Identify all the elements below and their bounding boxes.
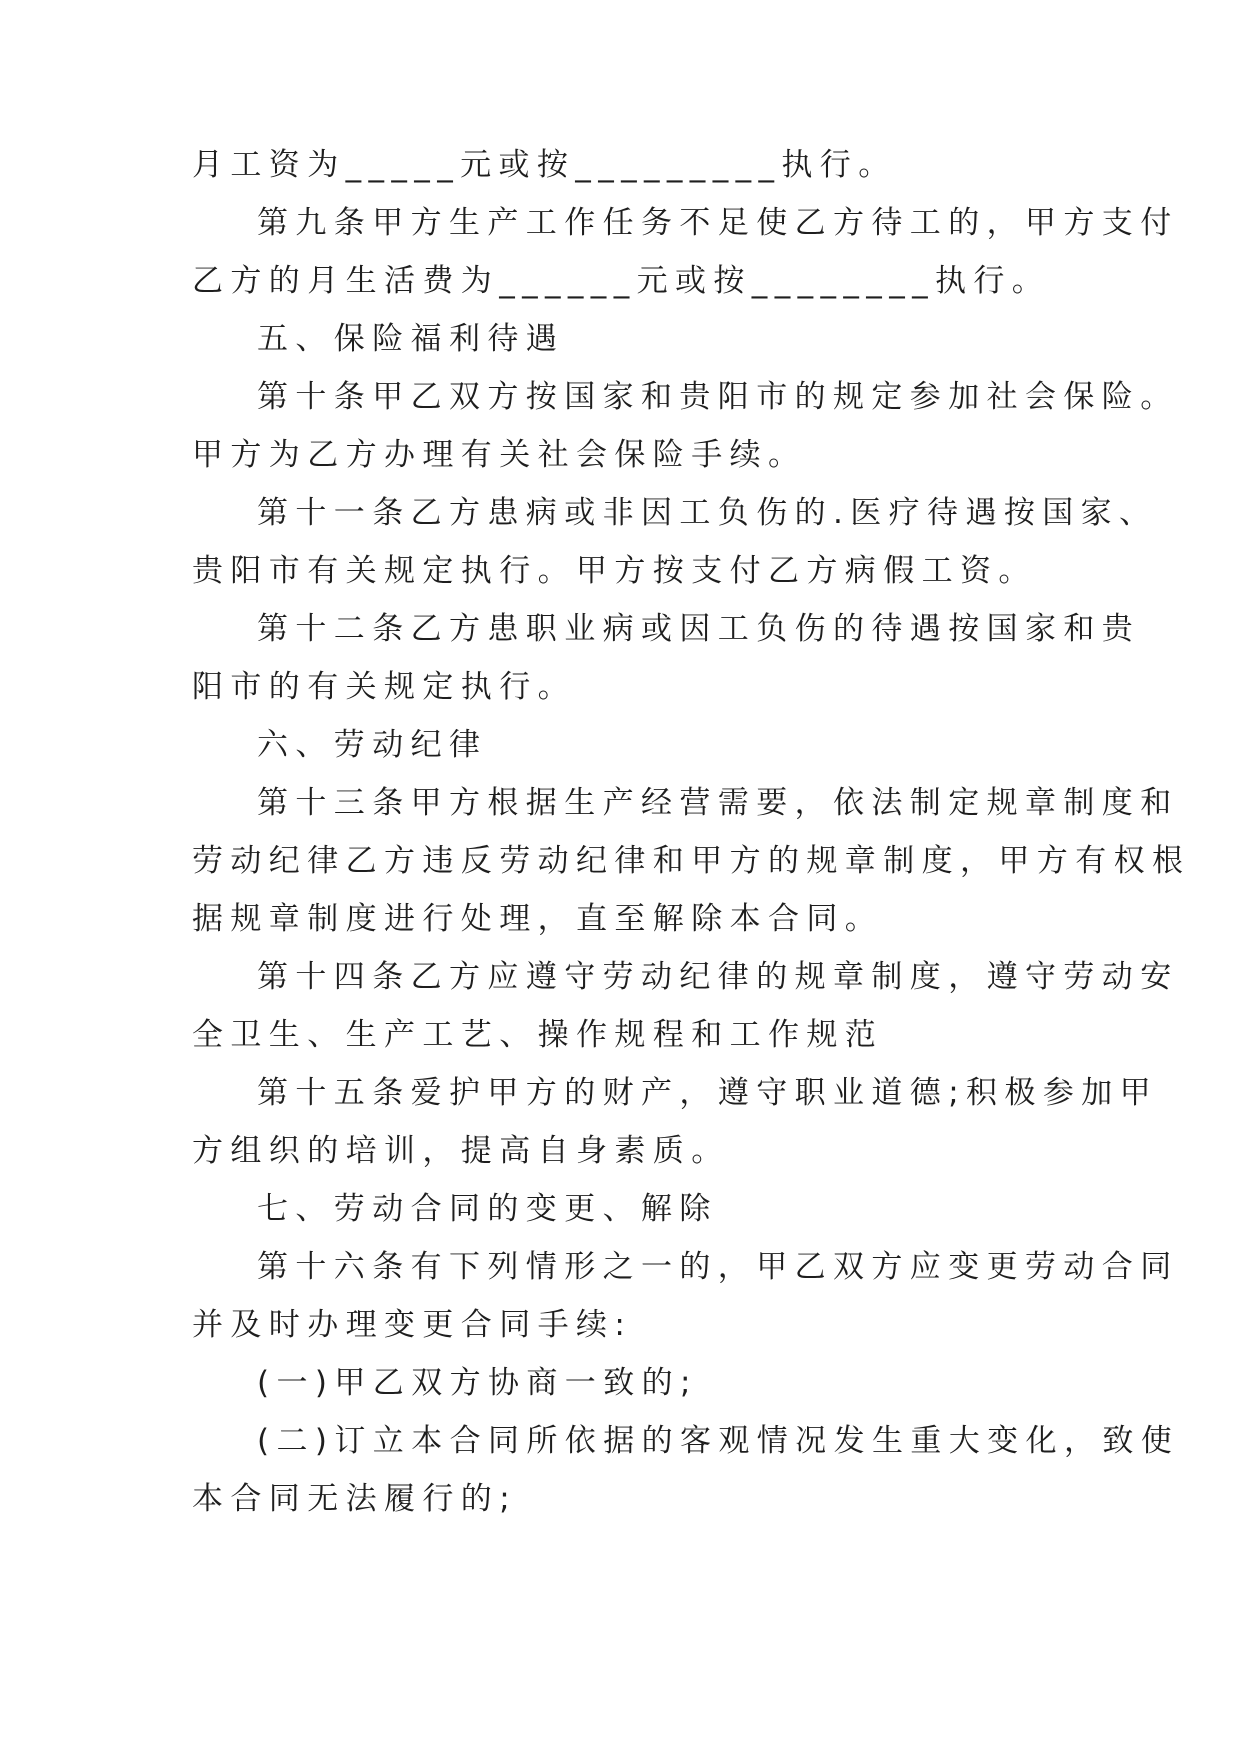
- text-line: 第十条甲乙双方按国家和贵阳市的规定参加社会保险。: [257, 379, 1179, 415]
- text-line: 第十三条甲方根据生产经营需要，依法制定规章制度和: [257, 785, 1179, 821]
- section-heading: 五、保险福利待遇: [257, 321, 565, 357]
- text-line: 第十二条乙方患职业病或因工负伤的待遇按国家和贵: [257, 611, 1141, 647]
- text-line: 第十一条乙方患病或非因工负伤的.医疗待遇按国家、: [257, 495, 1158, 531]
- text-line: 本合同无法履行的;: [192, 1481, 518, 1517]
- text-line: 乙方的月生活费为______元或按________执行。: [192, 263, 1051, 299]
- section-heading: 七、劳动合同的变更、解除: [257, 1191, 718, 1227]
- text-line: 第九条甲方生产工作任务不足使乙方待工的，甲方支付: [257, 205, 1179, 241]
- text-line: 贵阳市有关规定执行。甲方按支付乙方病假工资。: [192, 553, 1037, 589]
- list-item: (一)甲乙双方协商一致的;: [257, 1365, 698, 1401]
- text-line: 据规章制度进行处理，直至解除本合同。: [192, 901, 884, 937]
- text-line: 第十四条乙方应遵守劳动纪律的规章制度，遵守劳动安: [257, 959, 1179, 995]
- text-line: 劳动纪律乙方违反劳动纪律和甲方的规章制度，甲方有权根: [192, 843, 1191, 879]
- text-line: 并及时办理变更合同手续:: [192, 1307, 633, 1343]
- text-line: 甲方为乙方办理有关社会保险手续。: [192, 437, 807, 473]
- text-line: 第十六条有下列情形之一的，甲乙双方应变更劳动合同: [257, 1249, 1179, 1285]
- text-line: 全卫生、生产工艺、操作规程和工作规范: [192, 1017, 884, 1053]
- list-item: (二)订立本合同所依据的客观情况发生重大变化，致使: [257, 1423, 1180, 1459]
- text-line: 第十五条爱护甲方的财产，遵守职业道德;积极参加甲: [257, 1075, 1159, 1111]
- text-line: 月工资为_____元或按_________执行。: [192, 147, 897, 183]
- text-line: 阳市的有关规定执行。: [192, 669, 576, 705]
- text-line: 方组织的培训，提高自身素质。: [192, 1133, 730, 1169]
- section-heading: 六、劳动纪律: [257, 727, 488, 763]
